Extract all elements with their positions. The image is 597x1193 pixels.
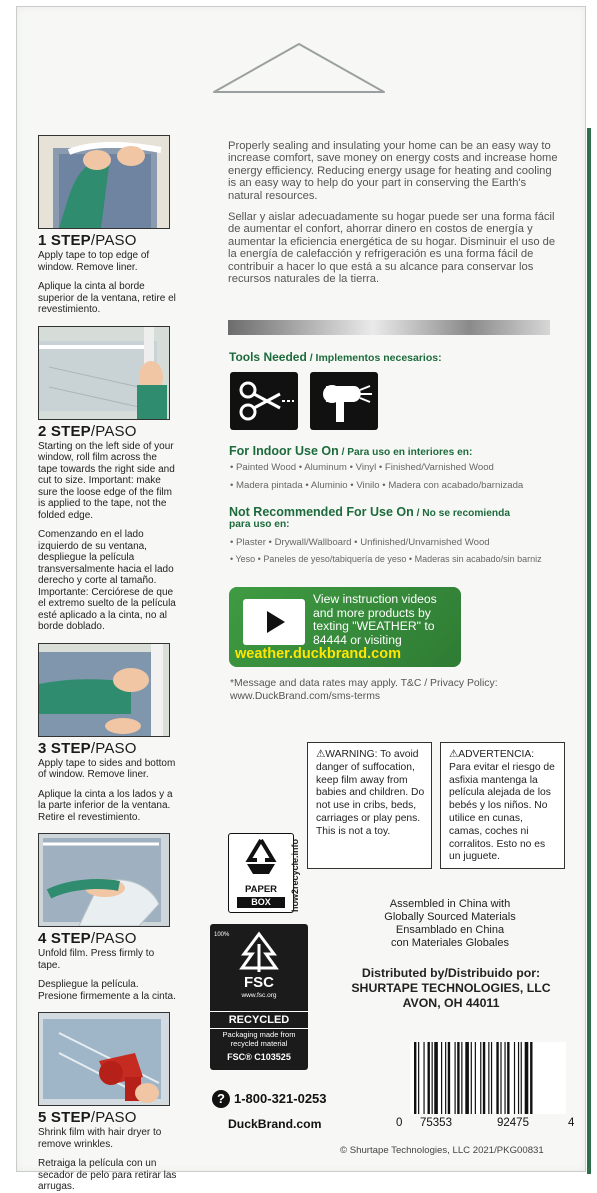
not-recommended-list-en: • Plaster • Drywall/Wallboard • Unfinished/Unvarnished Wood [230,537,490,548]
hang-tab [210,40,388,96]
package-green-edge [587,128,591,1174]
recycle-label [228,833,294,913]
step3-heading: 3 STEP/PASO [38,739,137,757]
copyright: © Shurtape Technologies, LLC 2021/PKG00831 [340,1145,544,1156]
recycle-icon [229,834,293,880]
step5-heading: 5 STEP/PASO [38,1109,137,1126]
how2recycle-link: how2recycle.info [290,838,300,912]
indoor-list-es: • Madera pintada • Aluminio • Vinilo • Madera con acabado/barnizada [230,480,524,491]
step3-image [38,643,170,737]
warning-icon: ⚠ [449,749,459,760]
steps-column [38,135,178,1193]
step4-image [38,833,170,927]
not-recommended-heading-es: para uso en: [229,519,290,530]
assembled-line-3: Ensamblado en China [395,924,505,936]
step2-heading: 2 STEP/PASO [38,422,137,440]
fsc-recycled: RECYCLED [210,1011,308,1029]
recycle-box: BOX [237,897,285,908]
question-icon: ? [212,1090,230,1108]
assembled-line-1: Assembled in China with [389,898,511,910]
fsc-site: www.fsc.org [241,992,277,999]
intro-section [228,140,558,285]
warning-icon: ⚠ [316,749,326,760]
step5-text-en: Shrink film with hair dryer to remove wrinkles. [38,1127,162,1150]
barcode-digit-left: 0 [396,1117,403,1129]
promo-text: View instruction videos and more products by texting "WEATHER" to 84444 or visiting [313,592,437,647]
step5-text-es: Retraiga la película con un secador de pelo para retirar las arrugas. [38,1158,177,1192]
fsc-name: FSC [244,974,274,991]
step2-text-en: Starting on the left side of your window, roll film across the tape towards the right side and cut to size. Important: make sure the loose edge of the film is applied to the tape, not the folded edge. [38,440,175,521]
step3-text-en: Apply tape to sides and bottom of window. Remove liner. [38,757,176,780]
step4-heading: 4 STEP/PASO [38,930,137,947]
not-recommended-list-es: • Yeso • Paneles de yeso/tabiquería de yeso • Maderas sin acabado/sin barniz [230,554,542,564]
step2-text-es: Comenzando en el lado izquierdo de su ventana, despliegue la película transversalmente hacia el lado derecho y corte al tamaño. Importante: Cerciórese de que el extremo suelto de la película esté aplicado a la cinta, no al borde doblado. [38,529,176,632]
fsc-percent: 100% [214,932,230,938]
step1-text-es: Aplique la cinta al borde superior de la ventana, retire el revestimiento. [38,281,176,315]
fsc-label [210,924,308,1070]
hair-dryer-icon [310,372,378,430]
step2-image [38,326,170,420]
promo-banner[interactable] [229,587,461,667]
phone-text: 1-800-321-0253 [234,1091,327,1106]
warning-box-en [307,742,432,869]
play-icon [243,599,305,645]
recycle-paper: PAPER [244,884,278,895]
distributor-line-2: SHURTAPE TECHNOLOGIES, LLC [351,981,551,995]
barcode-digits-1: 75353 [420,1117,452,1129]
not-recommended-heading: Not Recommended For Use On / No se recomienda [229,505,510,519]
barcode-digits-2: 92475 [497,1117,529,1129]
step1-image [38,135,170,229]
distributor-line-3: AVON, OH 44011 [402,996,500,1010]
tools-heading: Tools Needed / Implementos necesarios: [229,350,442,364]
intro-text-es: Sellar y aislar adecuadamente su hogar puede ser una forma fácil de aumentar el confort, ahorrar dinero en costos de energía y aumentar la eficiencia energética de su hogar. Disminuir el uso de la energía de calefacción y refrigeración es una forma fácil de contribuir a hacer lo que está a su alcance para conservar los recursos naturales de la tierra. [228,211,556,286]
step4-text-en: Unfold film. Press firmly to tape. [38,948,155,971]
assembled-line-2: Globally Sourced Materials [384,911,516,923]
scissors-icon [230,372,298,430]
step5-image [38,1012,170,1106]
distributor-info [320,966,582,1011]
promo-url[interactable]: weather.duckbrand.com [235,646,401,662]
step4-text-es: Despliegue la película. Presione firmemente a la cinta. [38,979,176,1002]
website-link[interactable]: DuckBrand.com [228,1117,322,1131]
barcode-digit-right: 4 [568,1117,575,1129]
divider-bar [228,320,550,335]
warning-text-en: WARNING: To avoid danger of suffocation, keep film away from babies and children. Do not use in cribs, beds, carriages or play pens. This is not a toy. [316,749,425,837]
warning-text-es: ADVERTENCIA: Para evitar el riesgo de asfixia mantenga la película alejada de los bebés y los niños. No utilice en cunas, camas, coches ni corralitos. Esto no es un juguete. [449,749,555,863]
sms-terms: *Message and data rates may apply. T&C / Privacy Policy: www.DuckBrand.com/sms-terms [230,678,498,702]
assembled-info [340,898,560,950]
indoor-list-en: • Painted Wood • Aluminum • Vinyl • Finished/Varnished Wood [230,462,494,473]
phone-number[interactable] [212,1090,327,1108]
fsc-tree-icon [232,930,286,974]
fsc-code: FSC® C103525 [227,1052,291,1062]
distributor-line-1: Distributed by/Distribuido por: [361,966,541,980]
intro-text-en: Properly sealing and insulating your home can be an easy way to increase comfort, save money on energy costs and increase home energy efficiency. Reducing energy usage for heating and cooling is an easy way to help do your part in conserving the Earth's natural resources. [228,140,558,202]
step1-text-en: Apply tape to top edge of window. Remove liner. [38,250,150,273]
warning-box-es [440,742,565,869]
barcode [410,1042,566,1114]
fsc-desc: Packaging made from recycled material [222,1030,296,1048]
indoor-heading: For Indoor Use On / Para uso en interiores en: [229,444,473,458]
step3-text-es: Aplique la cinta a los lados y a la parte inferior de la ventana. Retire el revestimiento. [38,788,173,823]
assembled-line-4: con Materiales Globales [390,937,509,949]
step1-heading: 1 STEP/PASO [38,232,137,249]
